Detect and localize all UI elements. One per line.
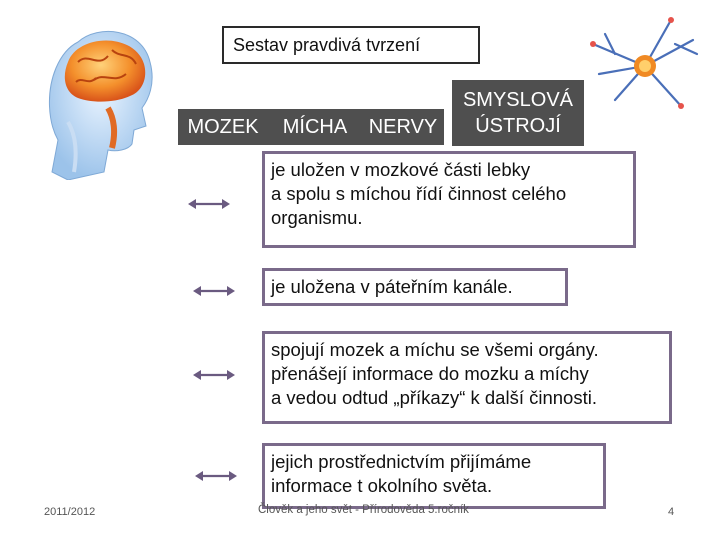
statement-line: je uložen v mozkové části lebky bbox=[271, 159, 531, 180]
footer-date: 2011/2012 bbox=[44, 506, 96, 518]
double-arrow-icon bbox=[188, 197, 230, 211]
term-mozek[interactable] bbox=[178, 109, 268, 145]
term-smyslova-label-2: ÚSTROJÍ bbox=[475, 115, 561, 137]
statement-line: a vedou odtud „příkazy“ k další činnosti. bbox=[271, 387, 597, 408]
statement-line: jejich prostřednictvím přijímáme bbox=[271, 451, 532, 472]
statement-line: je uložena v páteřním kanále. bbox=[271, 276, 513, 297]
page-number: 4 bbox=[668, 506, 675, 518]
statement-line: organismu. bbox=[271, 207, 363, 228]
footer-subject: Člověk a jeho svět - Přírodověda 5.ročník bbox=[258, 504, 469, 516]
statement-line: a spolu s míchou řídí činnost celého bbox=[271, 183, 567, 204]
statement-box-2[interactable] bbox=[262, 268, 568, 306]
statement-box-4[interactable] bbox=[262, 443, 606, 509]
page-title: Sestav pravdivá tvrzení bbox=[222, 26, 480, 64]
statement-box-3[interactable] bbox=[262, 331, 672, 424]
statement-line: spojují mozek a míchu se všemi orgány. bbox=[271, 339, 599, 360]
term-nervy-label: NERVY bbox=[368, 116, 438, 138]
brain-head-image bbox=[38, 22, 166, 180]
term-smyslova-label-1: SMYSLOVÁ bbox=[462, 89, 574, 111]
term-micha-label: MÍCHA bbox=[282, 116, 348, 138]
term-mozek-label: MOZEK bbox=[187, 116, 259, 138]
neuron-image bbox=[585, 14, 700, 114]
statement-box-1[interactable] bbox=[262, 151, 636, 248]
term-micha[interactable] bbox=[268, 109, 362, 145]
double-arrow-icon bbox=[193, 368, 235, 382]
term-nervy[interactable] bbox=[362, 109, 444, 145]
double-arrow-icon bbox=[193, 284, 235, 298]
term-smyslova-ustroji[interactable] bbox=[452, 80, 584, 146]
statement-line: přenášejí informace do mozku a míchy bbox=[271, 363, 589, 384]
statement-line: informace t okolního světa. bbox=[271, 475, 493, 496]
double-arrow-icon bbox=[195, 469, 237, 483]
